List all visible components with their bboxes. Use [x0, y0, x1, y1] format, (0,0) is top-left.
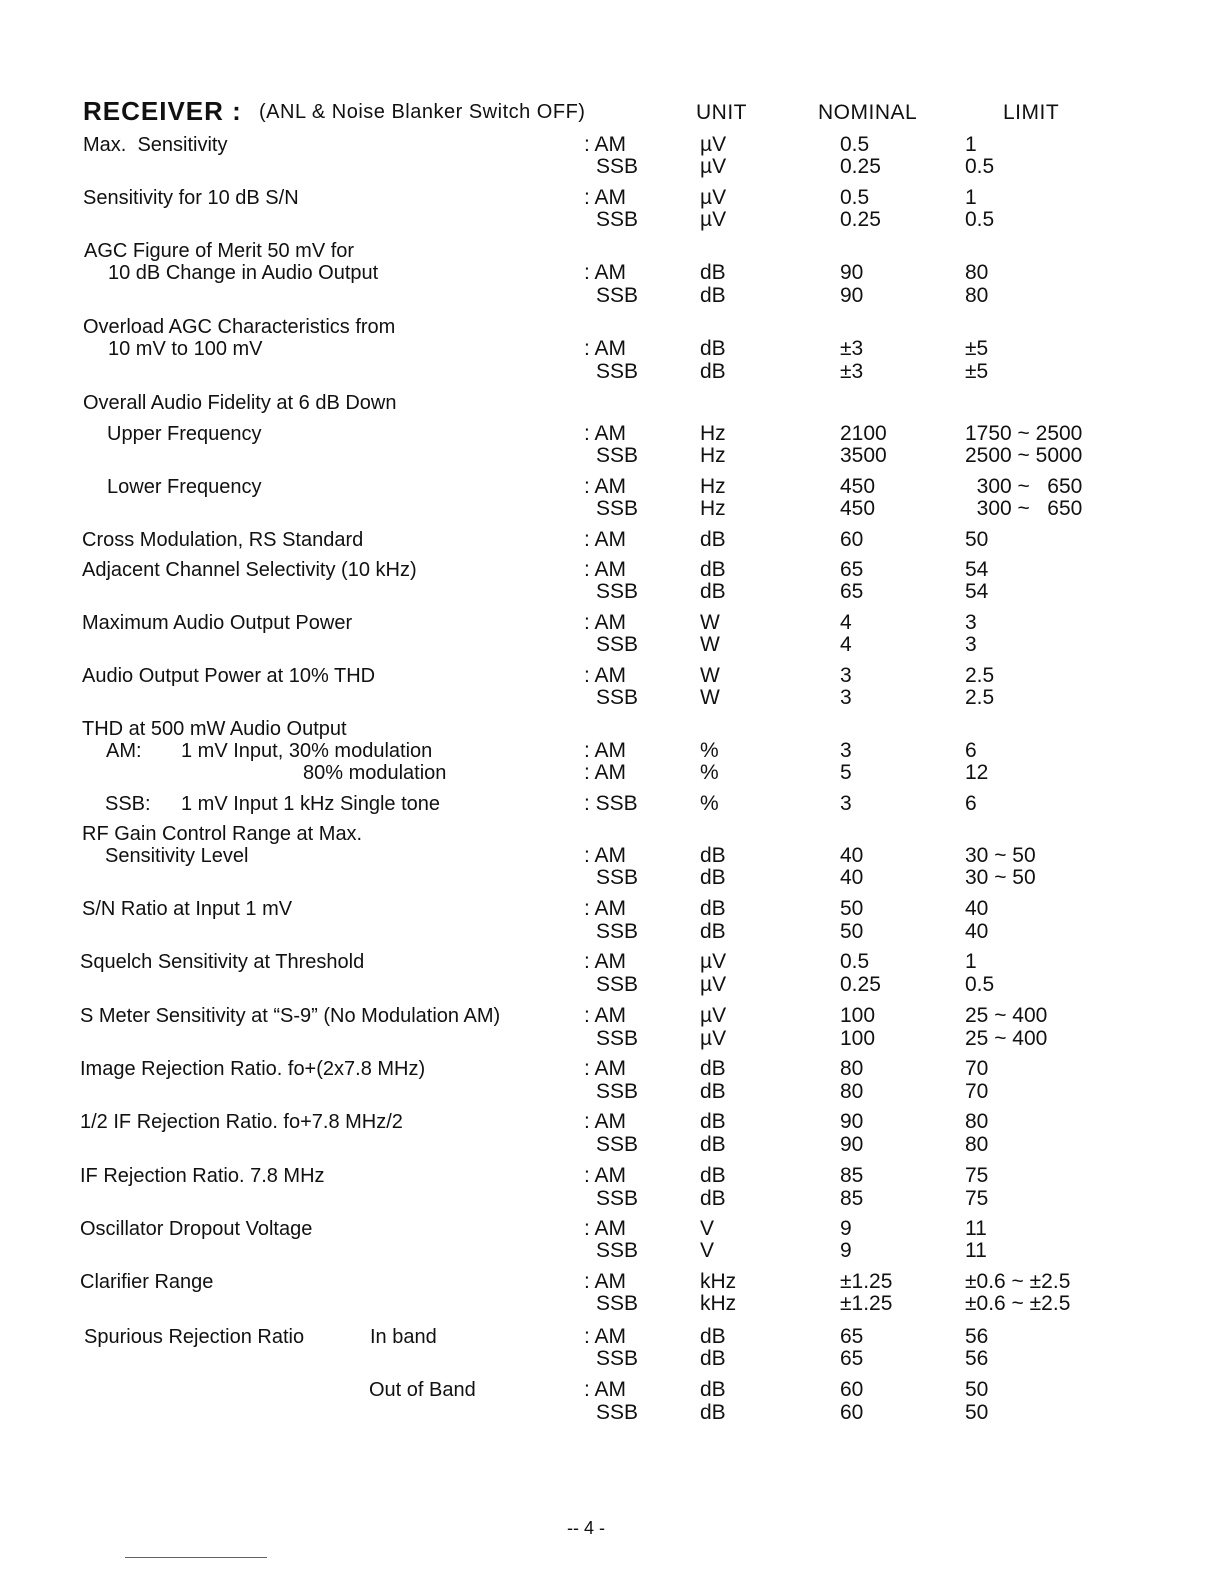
row-40-unit: dB — [700, 1325, 726, 1348]
column-header-nominal: NOMINAL — [818, 101, 918, 124]
row-30-mode: : AM — [584, 1057, 627, 1080]
row-16-mode: SSB — [596, 633, 639, 656]
row-35-nominal: 85 — [840, 1187, 864, 1210]
row-31-mode: SSB — [596, 1080, 639, 1103]
row-24-unit: dB — [700, 897, 726, 920]
row-12-nominal: 60 — [840, 528, 864, 551]
row-8-limit: 1750 ~ 2500 — [965, 422, 1083, 445]
row-30-limit: 70 — [965, 1057, 989, 1080]
row-18-unit: W — [700, 686, 720, 709]
row-6-mode: : AM — [584, 337, 627, 360]
row-3-nominal: 0.25 — [840, 208, 881, 231]
label-max-audio-power: Maximum Audio Output Power — [82, 612, 353, 634]
label-clarifier-range: Clarifier Range — [80, 1271, 214, 1293]
row-32-unit: dB — [700, 1110, 726, 1133]
row-36-nominal: 9 — [840, 1217, 852, 1240]
row-7-limit: ±5 — [965, 360, 989, 383]
row-12-mode: : AM — [584, 528, 627, 551]
row-17-mode: : AM — [584, 664, 627, 687]
row-20-mode: : AM — [584, 761, 627, 784]
label-thd-ssb: SSB: — [105, 793, 151, 815]
row-22-unit: dB — [700, 844, 726, 867]
row-28-unit: µV — [700, 1004, 727, 1027]
row-43-limit: 50 — [965, 1401, 989, 1424]
row-22-mode: : AM — [584, 844, 627, 867]
row-42-mode: : AM — [584, 1378, 627, 1401]
row-30-nominal: 80 — [840, 1057, 864, 1080]
row-2-mode: : AM — [584, 186, 627, 209]
row-37-mode: SSB — [596, 1239, 639, 1262]
row-27-limit: 0.5 — [965, 973, 995, 996]
row-15-limit: 3 — [965, 611, 977, 634]
row-8-nominal: 2100 — [840, 422, 887, 445]
row-11-mode: SSB — [596, 497, 639, 520]
label-cross-modulation: Cross Modulation, RS Standard — [82, 529, 364, 551]
row-42-nominal: 60 — [840, 1378, 864, 1401]
row-23-nominal: 40 — [840, 866, 864, 889]
row-5-nominal: 90 — [840, 284, 864, 307]
label-sensitivity-10db: Sensitivity for 10 dB S/N — [83, 187, 299, 209]
row-43-nominal: 60 — [840, 1401, 864, 1424]
row-4-limit: 80 — [965, 261, 989, 284]
row-5-mode: SSB — [596, 284, 639, 307]
label-sn-ratio: S/N Ratio at Input 1 mV — [82, 898, 293, 920]
row-6-unit: dB — [700, 337, 726, 360]
row-13-nominal: 65 — [840, 558, 864, 581]
row-4-mode: : AM — [584, 261, 627, 284]
row-18-limit: 2.5 — [965, 686, 995, 709]
row-1-nominal: 0.25 — [840, 155, 881, 178]
row-32-mode: : AM — [584, 1110, 627, 1133]
label-out-of-band: Out of Band — [369, 1379, 476, 1401]
row-30-unit: dB — [700, 1057, 726, 1080]
row-13-mode: : AM — [584, 558, 627, 581]
row-2-nominal: 0.5 — [840, 186, 870, 209]
row-0-unit: µV — [700, 133, 727, 156]
row-21-limit: 6 — [965, 792, 977, 815]
row-6-limit: ±5 — [965, 337, 989, 360]
row-26-mode: : AM — [584, 950, 627, 973]
row-17-nominal: 3 — [840, 664, 852, 687]
label-thd-ssb-tone: 1 mV Input 1 kHz Single tone — [181, 793, 441, 815]
row-31-limit: 70 — [965, 1080, 989, 1103]
row-14-nominal: 65 — [840, 580, 864, 603]
row-16-unit: W — [700, 633, 720, 656]
row-19-unit: % — [700, 739, 719, 762]
row-21-mode: : SSB — [584, 792, 638, 815]
row-37-limit: 11 — [965, 1239, 987, 1262]
row-28-limit: 25 ~ 400 — [965, 1004, 1048, 1027]
row-20-unit: % — [700, 761, 719, 784]
label-squelch: Squelch Sensitivity at Threshold — [80, 951, 365, 973]
row-39-limit: ±0.6 ~ ±2.5 — [965, 1292, 1071, 1315]
row-0-nominal: 0.5 — [840, 133, 870, 156]
row-39-nominal: ±1.25 — [840, 1292, 893, 1315]
label-osc-dropout: Oscillator Dropout Voltage — [80, 1218, 313, 1240]
label-in-band: In band — [370, 1326, 437, 1348]
row-25-nominal: 50 — [840, 920, 864, 943]
row-29-unit: µV — [700, 1027, 727, 1050]
row-41-mode: SSB — [596, 1347, 639, 1370]
row-33-nominal: 90 — [840, 1133, 864, 1156]
row-31-unit: dB — [700, 1080, 726, 1103]
row-9-mode: SSB — [596, 444, 639, 467]
row-36-limit: 11 — [965, 1217, 987, 1240]
row-6-nominal: ±3 — [840, 337, 864, 360]
row-38-limit: ±0.6 ~ ±2.5 — [965, 1270, 1071, 1293]
column-header-limit: LIMIT — [1003, 101, 1060, 124]
row-1-limit: 0.5 — [965, 155, 995, 178]
label-audio-power-thd: Audio Output Power at 10% THD — [82, 665, 376, 687]
row-25-unit: dB — [700, 920, 726, 943]
row-11-nominal: 450 — [840, 497, 876, 520]
column-header-unit: UNIT — [696, 101, 747, 124]
label-spurious-rejection: Spurious Rejection Ratio — [84, 1326, 305, 1348]
row-19-mode: : AM — [584, 739, 627, 762]
row-12-limit: 50 — [965, 528, 989, 551]
row-42-unit: dB — [700, 1378, 726, 1401]
row-10-limit: 300 ~ 650 — [965, 475, 1083, 498]
row-31-nominal: 80 — [840, 1080, 864, 1103]
row-41-unit: dB — [700, 1347, 726, 1370]
row-23-unit: dB — [700, 866, 726, 889]
row-19-nominal: 3 — [840, 739, 852, 762]
row-35-limit: 75 — [965, 1187, 989, 1210]
row-11-limit: 300 ~ 650 — [965, 497, 1083, 520]
row-22-limit: 30 ~ 50 — [965, 844, 1036, 867]
row-28-mode: : AM — [584, 1004, 627, 1027]
row-0-mode: : AM — [584, 133, 627, 156]
row-43-unit: dB — [700, 1401, 726, 1424]
row-26-unit: µV — [700, 950, 727, 973]
row-37-nominal: 9 — [840, 1239, 852, 1262]
row-39-unit: kHz — [700, 1292, 737, 1315]
label-overload-1: Overload AGC Characteristics from — [83, 316, 396, 338]
label-if-rejection: IF Rejection Ratio. 7.8 MHz — [80, 1165, 325, 1187]
row-33-mode: SSB — [596, 1133, 639, 1156]
row-15-unit: W — [700, 611, 720, 634]
row-5-unit: dB — [700, 284, 726, 307]
label-overload-2: 10 mV to 100 mV — [108, 338, 263, 360]
label-s-meter: S Meter Sensitivity at “S-9” (No Modulation AM) — [80, 1005, 501, 1027]
label-thd-am: AM: — [106, 740, 142, 762]
row-34-nominal: 85 — [840, 1164, 864, 1187]
label-thd-am-80: 80% modulation — [303, 762, 447, 784]
row-27-mode: SSB — [596, 973, 639, 996]
row-20-limit: 12 — [965, 761, 989, 784]
row-39-mode: SSB — [596, 1292, 639, 1315]
label-audio-fidelity: Overall Audio Fidelity at 6 dB Down — [83, 392, 397, 414]
row-10-unit: Hz — [700, 475, 726, 498]
row-32-limit: 80 — [965, 1110, 989, 1133]
row-36-unit: V — [700, 1217, 715, 1240]
row-33-unit: dB — [700, 1133, 726, 1156]
row-3-unit: µV — [700, 208, 727, 231]
row-7-nominal: ±3 — [840, 360, 864, 383]
row-23-limit: 30 ~ 50 — [965, 866, 1036, 889]
page-number: -- 4 - — [567, 1518, 605, 1538]
row-24-mode: : AM — [584, 897, 627, 920]
row-18-nominal: 3 — [840, 686, 852, 709]
row-4-nominal: 90 — [840, 261, 864, 284]
row-34-mode: : AM — [584, 1164, 627, 1187]
row-23-mode: SSB — [596, 866, 639, 889]
label-thd-500mw: THD at 500 mW Audio Output — [82, 718, 347, 740]
row-14-unit: dB — [700, 580, 726, 603]
row-41-limit: 56 — [965, 1347, 989, 1370]
row-42-limit: 50 — [965, 1378, 989, 1401]
label-lower-frequency: Lower Frequency — [107, 476, 262, 498]
row-12-unit: dB — [700, 528, 726, 551]
row-8-unit: Hz — [700, 422, 726, 445]
row-37-unit: V — [700, 1239, 715, 1262]
row-5-limit: 80 — [965, 284, 989, 307]
row-16-nominal: 4 — [840, 633, 852, 656]
row-41-nominal: 65 — [840, 1347, 864, 1370]
row-26-limit: 1 — [965, 950, 977, 973]
row-16-limit: 3 — [965, 633, 977, 656]
row-13-unit: dB — [700, 558, 726, 581]
row-10-nominal: 450 — [840, 475, 876, 498]
row-32-nominal: 90 — [840, 1110, 864, 1133]
row-4-unit: dB — [700, 261, 726, 284]
label-upper-frequency: Upper Frequency — [107, 423, 262, 445]
row-29-mode: SSB — [596, 1027, 639, 1050]
row-27-nominal: 0.25 — [840, 973, 881, 996]
row-17-unit: W — [700, 664, 720, 687]
label-agc-fom-1: AGC Figure of Merit 50 mV for — [84, 240, 355, 262]
row-25-limit: 40 — [965, 920, 989, 943]
label-rf-gain-1: RF Gain Control Range at Max. — [82, 823, 363, 845]
row-19-limit: 6 — [965, 739, 977, 762]
row-13-limit: 54 — [965, 558, 989, 581]
row-38-unit: kHz — [700, 1270, 737, 1293]
row-14-limit: 54 — [965, 580, 989, 603]
row-25-mode: SSB — [596, 920, 639, 943]
row-2-limit: 1 — [965, 186, 977, 209]
row-26-nominal: 0.5 — [840, 950, 870, 973]
row-9-unit: Hz — [700, 444, 726, 467]
row-35-mode: SSB — [596, 1187, 639, 1210]
row-18-mode: SSB — [596, 686, 639, 709]
row-2-unit: µV — [700, 186, 727, 209]
row-3-mode: SSB — [596, 208, 639, 231]
label-rf-gain-2: Sensitivity Level — [105, 845, 249, 867]
row-33-limit: 80 — [965, 1133, 989, 1156]
row-21-unit: % — [700, 792, 719, 815]
section-title: RECEIVER : — [83, 96, 242, 126]
row-40-limit: 56 — [965, 1325, 989, 1348]
row-40-nominal: 65 — [840, 1325, 864, 1348]
row-43-mode: SSB — [596, 1401, 639, 1424]
row-1-mode: SSB — [596, 155, 639, 178]
row-27-unit: µV — [700, 973, 727, 996]
row-7-mode: SSB — [596, 360, 639, 383]
row-9-limit: 2500 ~ 5000 — [965, 444, 1083, 467]
row-22-nominal: 40 — [840, 844, 864, 867]
label-max-sensitivity: Max. Sensitivity — [83, 134, 228, 156]
row-15-mode: : AM — [584, 611, 627, 634]
row-35-unit: dB — [700, 1187, 726, 1210]
footer-rule — [125, 1557, 267, 1558]
row-36-mode: : AM — [584, 1217, 627, 1240]
row-11-unit: Hz — [700, 497, 726, 520]
label-half-if-rejection: 1/2 IF Rejection Ratio. fo+7.8 MHz/2 — [80, 1111, 403, 1133]
row-9-nominal: 3500 — [840, 444, 887, 467]
row-7-unit: dB — [700, 360, 726, 383]
row-29-limit: 25 ~ 400 — [965, 1027, 1048, 1050]
row-8-mode: : AM — [584, 422, 627, 445]
row-1-unit: µV — [700, 155, 727, 178]
row-0-limit: 1 — [965, 133, 977, 156]
row-21-nominal: 3 — [840, 792, 852, 815]
row-40-mode: : AM — [584, 1325, 627, 1348]
row-38-mode: : AM — [584, 1270, 627, 1293]
label-adjacent-channel: Adjacent Channel Selectivity (10 kHz) — [82, 559, 417, 581]
row-20-nominal: 5 — [840, 761, 852, 784]
row-24-limit: 40 — [965, 897, 989, 920]
row-34-limit: 75 — [965, 1164, 989, 1187]
section-subtitle: (ANL & Noise Blanker Switch OFF) — [259, 101, 586, 123]
row-24-nominal: 50 — [840, 897, 864, 920]
row-3-limit: 0.5 — [965, 208, 995, 231]
row-38-nominal: ±1.25 — [840, 1270, 893, 1293]
row-29-nominal: 100 — [840, 1027, 876, 1050]
row-10-mode: : AM — [584, 475, 627, 498]
row-17-limit: 2.5 — [965, 664, 995, 687]
row-34-unit: dB — [700, 1164, 726, 1187]
label-agc-fom-2: 10 dB Change in Audio Output — [108, 262, 379, 284]
row-15-nominal: 4 — [840, 611, 852, 634]
row-28-nominal: 100 — [840, 1004, 876, 1027]
row-14-mode: SSB — [596, 580, 639, 603]
label-image-rejection: Image Rejection Ratio. fo+(2x7.8 MHz) — [80, 1058, 426, 1080]
label-thd-am-30: 1 mV Input, 30% modulation — [181, 740, 433, 762]
